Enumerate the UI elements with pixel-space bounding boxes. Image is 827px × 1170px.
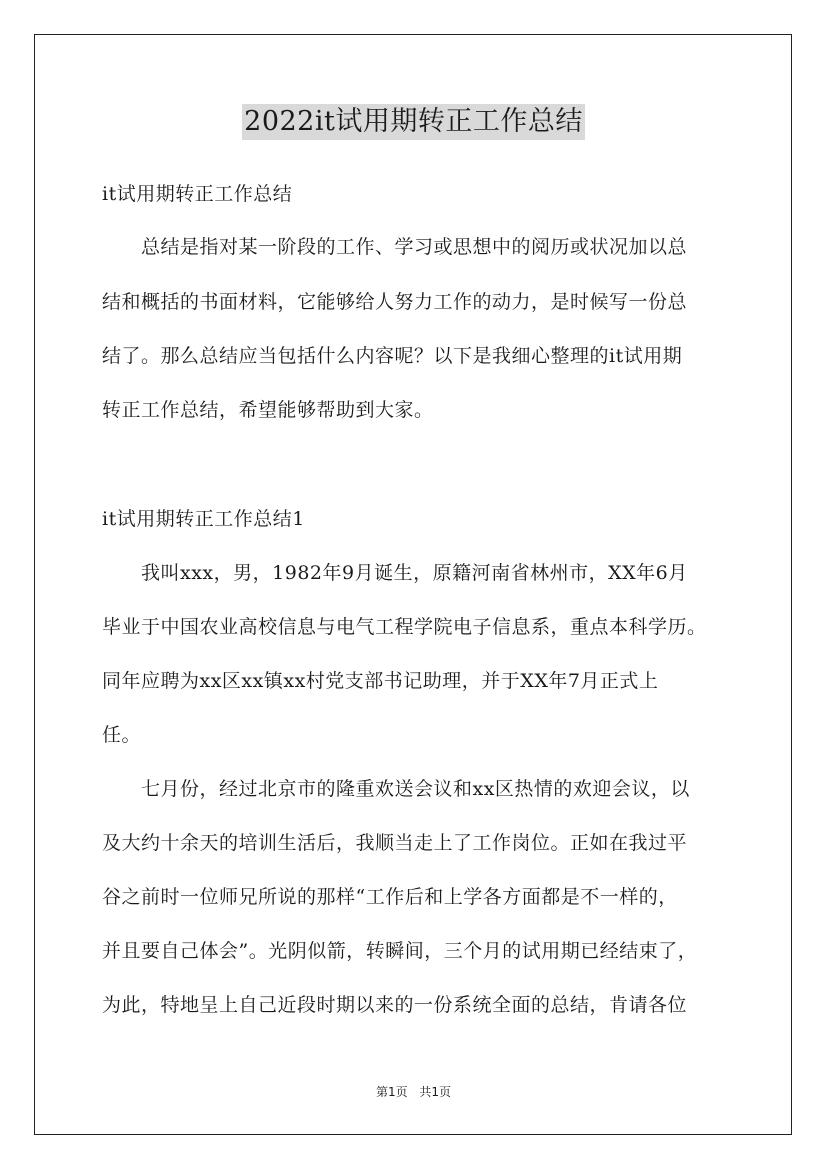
paragraph-line: 结了。那么总结应当包括什么内容呢？以下是我细心整理的it试用期	[102, 345, 683, 367]
document-title: 2022it试用期转正工作总结	[242, 104, 585, 140]
paragraph-line: 同年应聘为xx区xx镇xx村党支部书记助理，并于XX年7月正式上	[102, 670, 659, 692]
paragraph-line: 总结是指对某一阶段的工作、学习或思想中的阅历或状况加以总	[102, 236, 688, 258]
paragraph-line: 结和概括的书面材料，它能够给人努力工作的动力，是时候写一份总	[102, 291, 688, 313]
paragraph-line: 我叫xxx，男，1982年9月诞生，原籍河南省林州市，XX年6月	[102, 562, 688, 584]
paragraph-line: 转正工作总结，希望能够帮助到大家。	[102, 399, 434, 421]
paragraph-line: 并且要自己体会”。光阴似箭，转瞬间，三个月的试用期已经结束了，	[102, 940, 698, 962]
paragraph-line: 毕业于中国农业高校信息与电气工程学院电子信息系，重点本科学历。	[102, 616, 707, 638]
paragraph-line: 为此，特地呈上自己近段时期以来的一份系统全面的总结，肯请各位	[102, 994, 688, 1016]
section-heading: it试用期转正工作总结1	[102, 508, 305, 530]
page-number: 第1页	[375, 1085, 408, 1099]
section-heading: it试用期转正工作总结	[102, 183, 293, 205]
page-footer	[0, 1084, 827, 1100]
paragraph-line: 谷之前时一位师兄所说的那样“工作后和上学各方面都是不一样的，	[102, 886, 678, 908]
paragraph-line: 七月份，经过北京市的隆重欢送会议和xx区热情的欢迎会议，以	[102, 778, 690, 800]
paragraph-line: 任。	[102, 724, 142, 746]
paragraph-line: 及大约十余天的培训生活后，我顺当走上了工作岗位。正如在我过平	[102, 832, 688, 854]
title-container	[0, 104, 827, 140]
page-total: 共1页	[419, 1085, 452, 1099]
